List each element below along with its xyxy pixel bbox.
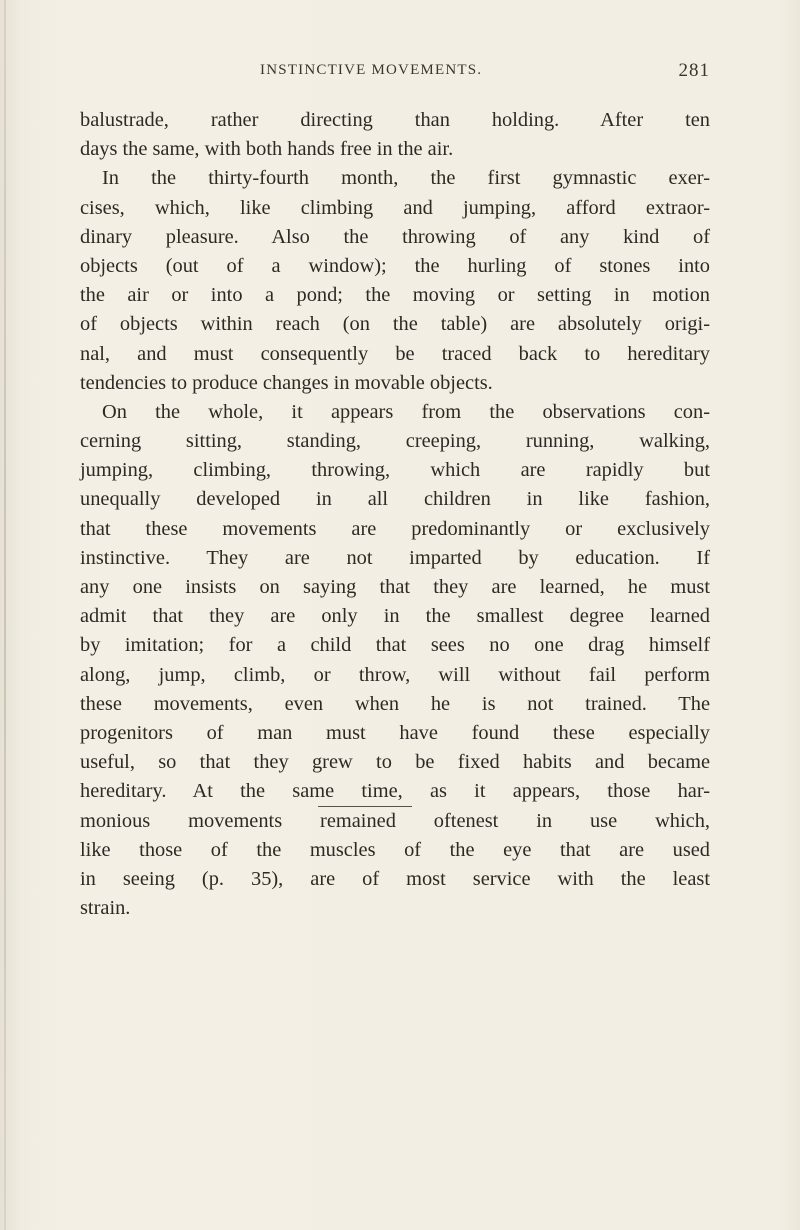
- body-text: [80, 106, 710, 923]
- text-line: useful, so that they grew to be fixed habits and became: [80, 751, 710, 774]
- page-number: 281: [678, 60, 710, 81]
- chapter-end-rule: [318, 806, 412, 807]
- text-line: days the same, with both hands free in the air.: [80, 138, 454, 161]
- page-header: [80, 60, 710, 90]
- text-line: admit that they are only in the smallest degree learned: [80, 605, 710, 628]
- text-line: any one insists on saying that they are learned, he must: [80, 576, 710, 598]
- text-line: by imitation; for a child that sees no one drag himself: [80, 634, 710, 657]
- text-line: like those of the muscles of the eye that are used: [80, 838, 710, 861]
- running-head: INSTINCTIVE MOVEMENTS.: [260, 62, 483, 78]
- text-line: dinary pleasure. Also the throwing of any kind of: [80, 225, 710, 248]
- text-line: objects (out of a window); the hurling of stones into: [80, 254, 710, 277]
- text-line: monious movements remained oftenest in use which,: [80, 809, 710, 832]
- text-line: instinctive. They are not imparted by education. If: [80, 546, 710, 569]
- text-line: jumping, climbing, throwing, which are rapidly but: [80, 459, 710, 482]
- text-line: progenitors of man must have found these especially: [80, 721, 710, 744]
- text-line: tendencies to produce changes in movable objects.: [80, 371, 493, 394]
- text-line: hereditary. At the same time, as it appears, those har-: [80, 780, 710, 803]
- text-line: balustrade, rather directing than holding. After ten: [80, 109, 710, 131]
- paragraph-start-line: On the whole, it appears from the observations con-: [102, 400, 710, 423]
- text-line: of objects within reach (on the table) are absolutely origi-: [80, 313, 710, 336]
- text-line: strain.: [80, 897, 131, 920]
- text-line: cises, which, like climbing and jumping, afford extraor-: [80, 196, 710, 219]
- text-line: along, jump, climb, or throw, will without fail perform: [80, 663, 710, 686]
- text-line: unequally developed in all children in like fashion,: [80, 488, 710, 511]
- page-gutter-shadow: [4, 0, 6, 1230]
- text-line: these movements, even when he is not trained. The: [80, 692, 710, 715]
- paragraph-start-line: In the thirty-fourth month, the first gymnastic exer-: [102, 167, 710, 190]
- text-line: nal, and must consequently be traced back to hereditary: [80, 342, 710, 365]
- text-line: cerning sitting, standing, creeping, running, walking,: [80, 430, 710, 453]
- text-line: the air or into a pond; the moving or setting in motion: [80, 284, 710, 307]
- text-line: that these movements are predominantly or exclusively: [80, 517, 710, 540]
- text-line: in seeing (p. 35), are of most service with the least: [80, 867, 710, 890]
